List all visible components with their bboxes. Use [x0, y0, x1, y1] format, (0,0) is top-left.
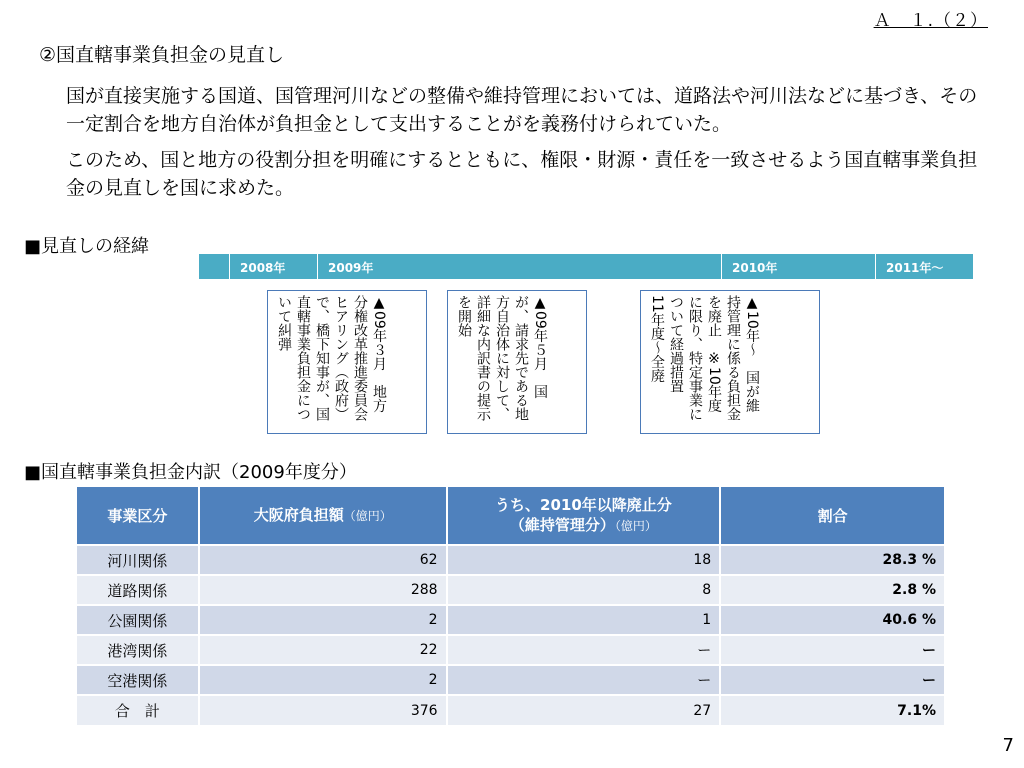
- row-ratio: ー: [720, 635, 945, 665]
- note-text: ▲10年～ 国が維持管理に係る負担金を廃止 ※10年度に限り、特定事業について経過措置 11年度～全廃: [649, 295, 760, 421]
- intro-paragraph: 国が直接実施する国道、国管理河川などの整備や維持管理においては、道路法や河川法などに基づき、その一定割合を地方自治体が負担金として支出することがを義務付けられていた。: [66, 85, 978, 135]
- timeline-bar: [199, 254, 973, 279]
- page-number: 7: [1002, 735, 1014, 756]
- row-ratio: ー: [720, 665, 945, 695]
- header-abolished-line1: うち、2010年以降廃止分: [495, 496, 672, 514]
- row-ratio: 2.8 %: [720, 575, 945, 605]
- timeline-year-2010: 2010年: [721, 254, 875, 279]
- table-row: [77, 665, 945, 695]
- header-abolished-unit: （億円）: [614, 519, 657, 533]
- page-reference: Ａ １.（２）: [873, 11, 988, 31]
- note-text: ▲09年３月 地方分権改革推進委員会ヒアリング（政府）で、橋下知事が、国直轄事業負担金について糾弾: [276, 295, 387, 421]
- timeline-lead-cell: [199, 254, 229, 279]
- row-category: 港湾関係: [77, 635, 199, 665]
- row-abolished: 18: [447, 545, 721, 575]
- header-osaka-burden: [199, 487, 447, 545]
- row-ratio: 40.6 %: [720, 605, 945, 635]
- row-abolished: ー: [447, 665, 721, 695]
- table-row: [77, 575, 945, 605]
- timeline-note-2010: [640, 290, 820, 434]
- header-abolished-line2: （維持管理分）: [509, 516, 615, 534]
- row-osaka-burden: 376: [199, 695, 447, 725]
- row-osaka-burden: 2: [199, 605, 447, 635]
- table-total-row: [77, 695, 945, 725]
- row-ratio: 28.3 %: [720, 545, 945, 575]
- request-paragraph: このため、国と地方の役割分担を明確にするとともに、権限・財源・責任を一致させるよう国直轄事業負担金の見直しを国に求めた。: [66, 149, 978, 199]
- row-abolished: ー: [447, 635, 721, 665]
- history-heading: ■見直しの経緯: [24, 236, 150, 257]
- header-osaka-unit: （億円）: [343, 509, 392, 523]
- row-osaka-burden: 62: [199, 545, 447, 575]
- timeline-note-2009-03: [267, 290, 427, 434]
- row-category: 空港関係: [77, 665, 199, 695]
- header-abolished: [447, 487, 721, 545]
- section-title: ②国直轄事業負担金の見直し: [39, 44, 285, 66]
- row-category: 河川関係: [77, 545, 199, 575]
- table-row: [77, 605, 945, 635]
- timeline-year-2008: 2008年: [229, 254, 317, 279]
- row-abolished: 1: [447, 605, 721, 635]
- note-text: ▲09年５月 国が、請求先である地方自治体に対して、詳細な内訳書の提示を開始: [456, 295, 548, 421]
- table-row: [77, 635, 945, 665]
- breakdown-table: [77, 487, 946, 725]
- row-osaka-burden: 288: [199, 575, 447, 605]
- table-header-row: [77, 487, 945, 545]
- row-category: 公園関係: [77, 605, 199, 635]
- breakdown-heading: ■国直轄事業負担金内訳（2009年度分）: [24, 462, 357, 483]
- header-category: 事業区分: [77, 487, 199, 545]
- timeline-note-2009-05: [447, 290, 587, 434]
- row-category: 合 計: [77, 695, 199, 725]
- timeline-year-2009: 2009年: [317, 254, 721, 279]
- header-ratio: 割合: [720, 487, 945, 545]
- row-category: 道路関係: [77, 575, 199, 605]
- header-osaka-label: 大阪府負担額: [253, 506, 344, 524]
- row-osaka-burden: 22: [199, 635, 447, 665]
- row-abolished: 27: [447, 695, 721, 725]
- row-abolished: 8: [447, 575, 721, 605]
- row-osaka-burden: 2: [199, 665, 447, 695]
- row-ratio: 7.1%: [720, 695, 945, 725]
- table-row: [77, 545, 945, 575]
- timeline-year-2011: 2011年～: [875, 254, 973, 279]
